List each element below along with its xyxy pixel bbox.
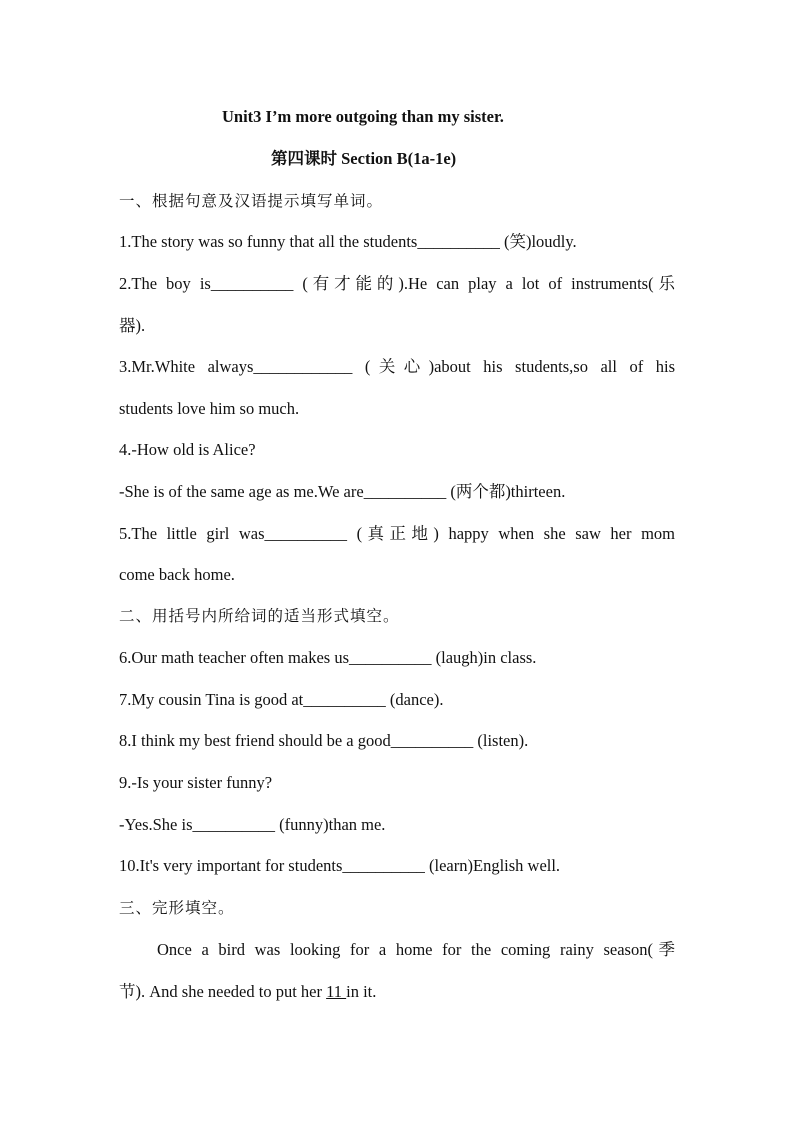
passage-line-2 bbox=[119, 982, 675, 1002]
passage-line-2-end: in it. bbox=[346, 982, 377, 1001]
question-9-line-1: 9.-Is your sister funny? bbox=[119, 773, 273, 792]
cloze-blank-11: 11 bbox=[326, 982, 347, 1001]
question-2-line-1: 2.The boy is__________ (有才能的).He can play a lot of instruments(乐 bbox=[119, 274, 675, 293]
question-4-line-1: 4.-How old is Alice? bbox=[119, 440, 256, 459]
question-5-line-1: 5.The little girl was__________ (真正地) happy when she saw her mom bbox=[119, 524, 675, 543]
question-7: 7.My cousin Tina is good at__________ (dance). bbox=[119, 690, 444, 709]
question-8: 8.I think my best friend should be a good__________ (listen). bbox=[119, 731, 529, 750]
question-4-line-2: -She is of the same age as me.We are__________ (两个都)thirteen. bbox=[119, 482, 566, 501]
page-subtitle: 第四课时 Section B(1a-1e) bbox=[271, 149, 457, 168]
question-2-line-2: 器). bbox=[119, 316, 146, 335]
question-6: 6.Our math teacher often makes us__________ (laugh)in class. bbox=[119, 648, 537, 667]
question-10: 10.It's very important for students__________ (learn)English well. bbox=[119, 856, 561, 875]
question-5-line-2: come back home. bbox=[119, 565, 235, 584]
section-1-heading: 一、根据句意及汉语提示填写单词。 bbox=[119, 192, 384, 210]
page-title: Unit3 I’m more outgoing than my sister. bbox=[222, 107, 504, 126]
question-1: 1.The story was so funny that all the students__________ (笑)loudly. bbox=[119, 232, 577, 251]
question-3-line-1: 3.Mr.White always____________ (关心)about his students,so all of his bbox=[119, 357, 675, 376]
section-2-heading: 二、用括号内所给词的适当形式填空。 bbox=[119, 607, 400, 625]
question-9-line-2: -Yes.She is__________ (funny)than me. bbox=[119, 815, 386, 834]
passage-line-2-start: 节). And she needed to put her bbox=[119, 982, 327, 1001]
passage-line-1: Once a bird was looking for a home for the coming rainy season(季 bbox=[157, 940, 675, 959]
question-3-line-2: students love him so much. bbox=[119, 399, 300, 418]
section-3-heading: 三、完形填空。 bbox=[119, 899, 235, 917]
